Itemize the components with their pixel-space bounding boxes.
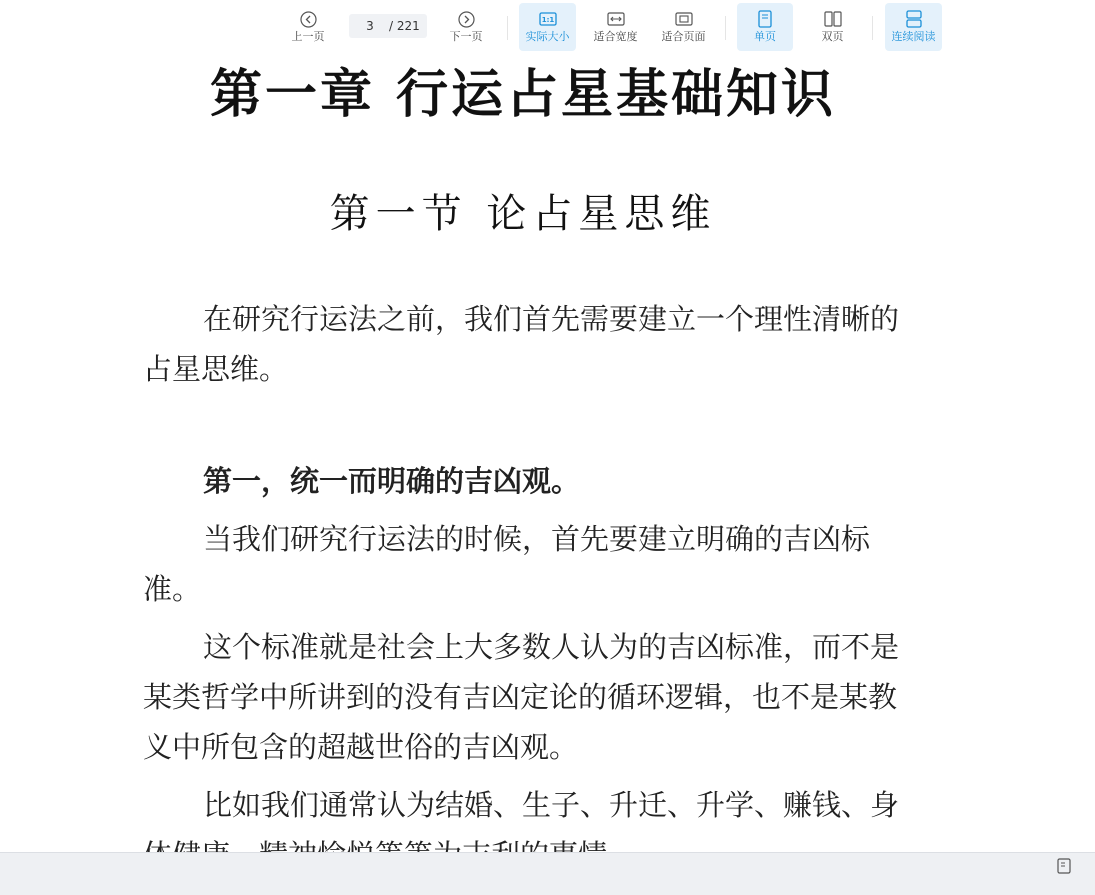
page-indicator (349, 14, 427, 38)
toolbar-divider (507, 16, 508, 40)
paragraph-group (143, 514, 905, 880)
single-page-button[interactable] (737, 3, 793, 51)
double-page-icon (824, 10, 842, 28)
section-title: 第一节 论占星思维 (329, 191, 717, 237)
next-page-button[interactable] (440, 3, 492, 51)
actual-size-label: 实际大小 (525, 30, 570, 43)
reader-toolbar (0, 0, 1095, 56)
continuous-reading-icon (905, 10, 923, 28)
svg-text:1:1: 1:1 (541, 16, 554, 24)
toolbar-divider (725, 16, 726, 40)
paragraph-heading-1 (143, 456, 905, 506)
continuous-reading-label: 连续阅读 (891, 30, 936, 43)
toolbar-divider (872, 16, 873, 40)
paragraph-heading: 第一，统一而明确的吉凶观。 (203, 464, 581, 498)
actual-size-button[interactable] (519, 3, 576, 51)
page-number-input[interactable] (355, 19, 385, 33)
actual-size-icon (539, 10, 557, 28)
chapter-title: 第一章 行运占星基础知识 (209, 64, 837, 125)
paragraph-intro (143, 294, 905, 394)
fit-width-icon (607, 10, 625, 28)
single-page-icon (756, 10, 774, 28)
chevron-left-circle-icon (299, 10, 317, 28)
prev-page-button[interactable] (282, 3, 334, 51)
fit-page-button[interactable] (655, 3, 712, 51)
chevron-right-circle-icon (457, 10, 475, 28)
paragraph: 当我们研究行运法的时候，首先要建立明确的吉凶标准。 (143, 522, 871, 606)
single-page-label: 单页 (754, 30, 776, 43)
paragraph: 这个标准就是社会上大多数人认为的吉凶标准，而不是某类哲学中所讲到的没有吉凶定论的循环逻辑，也不是某教义中所包含的超越世俗的吉凶观。 (143, 630, 900, 764)
fit-page-label: 适合页面 (661, 30, 706, 43)
fit-page-icon (675, 10, 693, 28)
double-page-button[interactable] (805, 3, 860, 51)
prev-page-label: 上一页 (291, 30, 325, 43)
paragraph: 在研究行运法之前，我们首先需要建立一个理性清晰的占星思维。 (143, 302, 900, 386)
fit-width-button[interactable] (587, 3, 644, 51)
page-view-icon[interactable] (1057, 858, 1073, 876)
double-page-label: 双页 (821, 30, 844, 43)
continuous-reading-button[interactable] (885, 3, 942, 51)
paragraph: 比如我们通常认为结婚、生子、升迁、升学、赚钱、身 (203, 788, 900, 822)
fit-width-label: 适合宽度 (593, 30, 638, 43)
page-total: / 221 (389, 19, 420, 33)
bottom-status-bar (0, 852, 1095, 895)
next-page-label: 下一页 (449, 30, 483, 43)
